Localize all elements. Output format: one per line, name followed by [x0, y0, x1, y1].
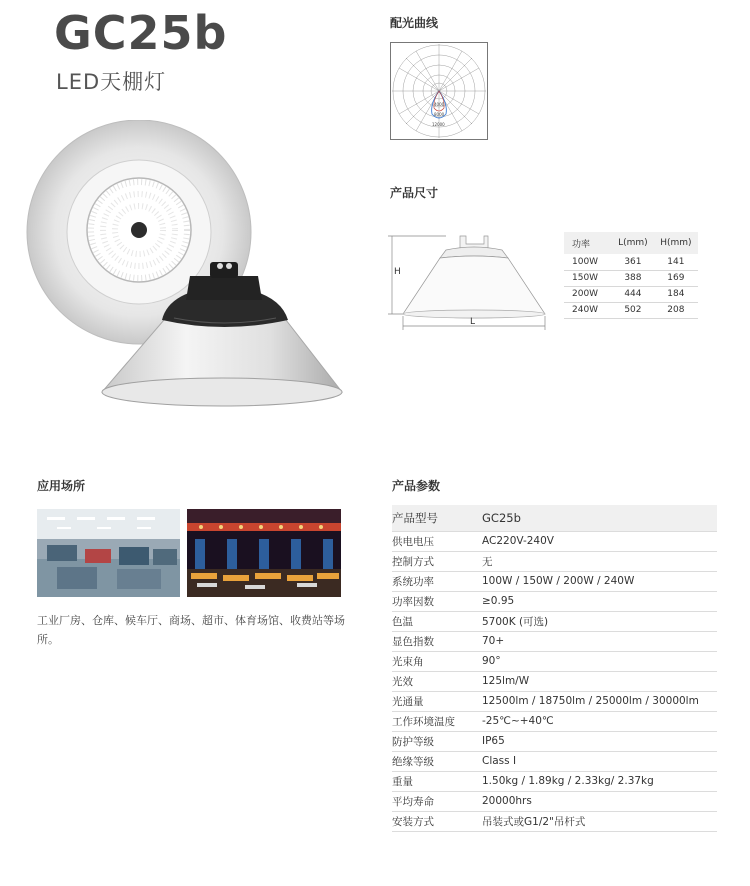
polar-tick-label: 12000 [432, 122, 445, 127]
product-subtitle: LED天棚灯 [56, 70, 167, 94]
param-label: 供电电压 [392, 531, 482, 551]
table-cell: 141 [654, 254, 698, 270]
param-value: 5700K (可选) [482, 611, 717, 631]
product-model-title: GC25b [54, 6, 228, 60]
param-label: 功率因数 [392, 591, 482, 611]
table-row [564, 254, 698, 270]
param-value: 125lm/W [482, 671, 717, 691]
param-label: 光效 [392, 671, 482, 691]
table-cell: 388 [612, 270, 654, 286]
dim-label-l: L [470, 317, 476, 327]
param-label: 光束角 [392, 651, 482, 671]
col-header: 功率 [564, 232, 612, 254]
dim-label-h: H [394, 267, 401, 277]
table-cell: 361 [612, 254, 654, 270]
polar-tick-label: 4000 [434, 102, 445, 107]
table-row [564, 302, 698, 318]
param-label: 显色指数 [392, 631, 482, 651]
table-row [392, 591, 717, 611]
param-value: 无 [482, 551, 717, 571]
table-cell: 444 [612, 286, 654, 302]
dimension-drawing [386, 218, 551, 334]
factory-photo [37, 509, 180, 597]
application-heading: 应用场所 [37, 479, 86, 493]
param-value: 100W / 150W / 200W / 240W [482, 571, 717, 591]
param-value: Class I [482, 751, 717, 771]
param-label: 产品型号 [392, 505, 482, 531]
dimensions-heading: 产品尺寸 [390, 186, 439, 200]
table-row [392, 811, 717, 831]
table-row [392, 571, 717, 591]
table-cell: 169 [654, 270, 698, 286]
table-cell: 502 [612, 302, 654, 318]
table-cell: 184 [654, 286, 698, 302]
param-label: 安装方式 [392, 811, 482, 831]
param-value: 12500lm / 18750lm / 25000lm / 30000lm [482, 691, 717, 711]
table-cell: 208 [654, 302, 698, 318]
table-row [392, 771, 717, 791]
param-value: AC220V-240V [482, 531, 717, 551]
col-header: H(mm) [654, 232, 698, 254]
param-value: IP65 [482, 731, 717, 751]
table-row [392, 691, 717, 711]
table-cell: 200W [564, 286, 612, 302]
param-value: 吊装式或G1/2"吊杆式 [482, 811, 717, 831]
table-row [392, 531, 717, 551]
table-row [564, 286, 698, 302]
param-label: 防护等级 [392, 731, 482, 751]
param-label: 工作环境温度 [392, 711, 482, 731]
parameters-table [392, 505, 717, 832]
table-row [564, 270, 698, 286]
table-row [392, 791, 717, 811]
dimensions-table [564, 232, 698, 319]
param-value: -25℃~+40℃ [482, 711, 717, 731]
param-label: 控制方式 [392, 551, 482, 571]
application-description: 工业厂房、仓库、候车厅、商场、超市、体育场馆、收费站等场所。 [37, 614, 345, 646]
param-value: 20000hrs [482, 791, 717, 811]
table-row [392, 611, 717, 631]
product-image [24, 120, 354, 420]
param-label: 色温 [392, 611, 482, 631]
table-row [392, 671, 717, 691]
param-label: 系统功率 [392, 571, 482, 591]
param-label: 光通量 [392, 691, 482, 711]
table-cell: 240W [564, 302, 612, 318]
polar-tick-label: 8000 [434, 112, 445, 117]
param-value: ≥0.95 [482, 591, 717, 611]
table-row [392, 651, 717, 671]
table-row [392, 711, 717, 731]
table-row [392, 631, 717, 651]
table-row [392, 551, 717, 571]
table-row [392, 505, 717, 531]
table-cell: 150W [564, 270, 612, 286]
light-curve-heading: 配光曲线 [390, 16, 439, 30]
param-value: 90° [482, 651, 717, 671]
toll-station-photo [187, 509, 341, 597]
param-value: GC25b [482, 505, 717, 531]
param-value: 70+ [482, 631, 717, 651]
param-label: 重量 [392, 771, 482, 791]
parameters-heading: 产品参数 [392, 479, 441, 493]
col-header: L(mm) [612, 232, 654, 254]
param-value: 1.50kg / 1.89kg / 2.33kg/ 2.37kg [482, 771, 717, 791]
param-label: 绝缘等级 [392, 751, 482, 771]
table-row [392, 751, 717, 771]
table-header-row [564, 232, 698, 254]
table-cell: 100W [564, 254, 612, 270]
table-row [392, 731, 717, 751]
light-distribution-chart [390, 42, 488, 140]
param-label: 平均寿命 [392, 791, 482, 811]
